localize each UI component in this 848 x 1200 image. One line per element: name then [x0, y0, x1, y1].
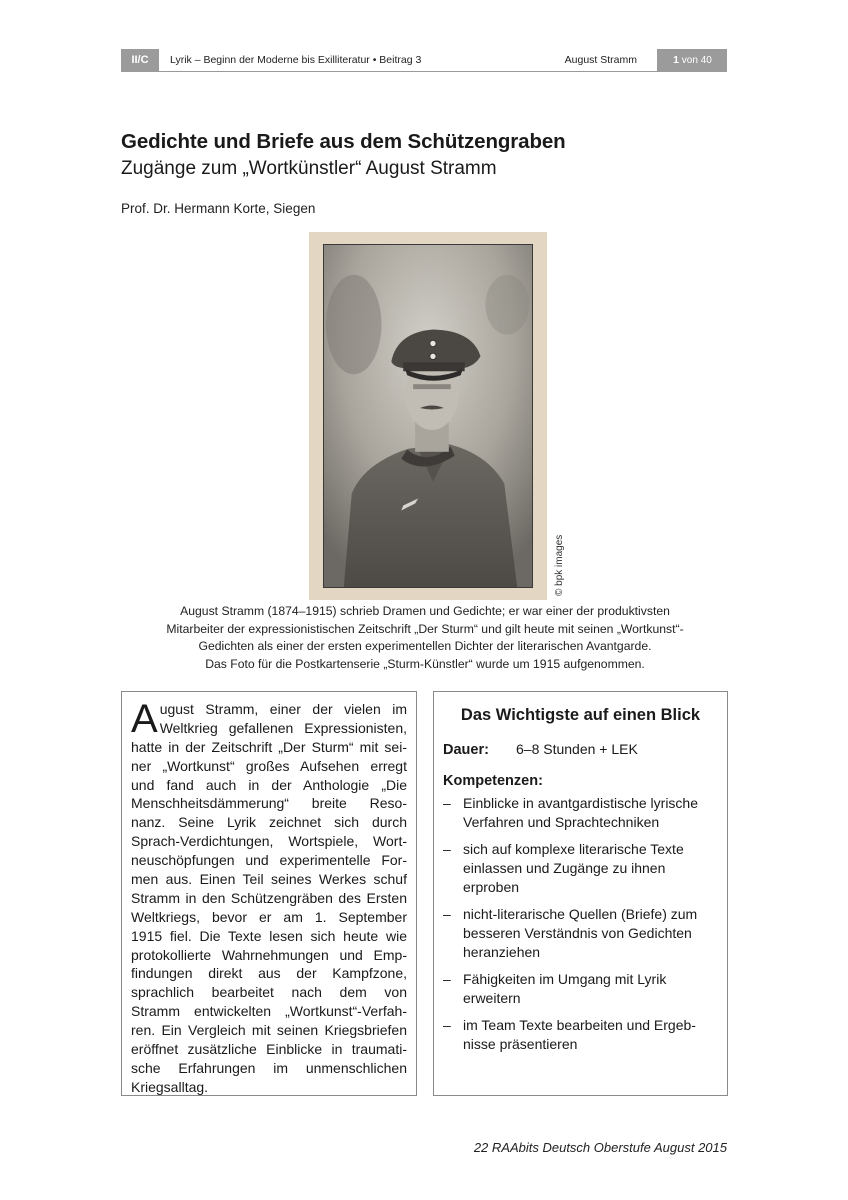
- duration-row: [443, 741, 718, 758]
- caption-line: Gedichten als einer der ersten experimentellen Dichter der literarischen Avantgarde.: [198, 639, 652, 653]
- header-author: August Stramm: [564, 54, 637, 66]
- intro-line: ner „Wortkunst“ großes Aufsehen erregt: [131, 757, 407, 774]
- competence-line: im Team Texte bearbeiten und Ergeb-: [463, 1016, 696, 1033]
- competence-item: [443, 794, 718, 832]
- competence-line: besseren Verständnis von Gedichten: [463, 924, 692, 941]
- intro-line: neuschöpfungen und experimentelle For-: [131, 852, 407, 869]
- page-subtitle: Zugänge zum „Wortkünstler“ August Stramm: [121, 158, 497, 179]
- intro-text-box: [121, 691, 417, 1096]
- competence-line: sich auf komplexe literarische Texte: [463, 841, 684, 858]
- competence-line: einlassen und Zugänge zu ihnen: [463, 859, 666, 876]
- intro-line: sprachlich bearbeitet nach dem von: [131, 984, 407, 1001]
- summary-box: [433, 691, 728, 1096]
- section-badge: II/C: [121, 49, 159, 72]
- page-header: [121, 49, 727, 72]
- intro-line: Menschheitsdämmerung“ breite Reso-: [131, 795, 407, 812]
- dash-bullet-icon: –: [443, 905, 451, 922]
- photo-caption: [122, 603, 728, 673]
- intro-line: ugust Stramm, einer der vielen im: [159, 701, 407, 717]
- competences-heading: Kompetenzen:: [443, 773, 543, 789]
- dash-bullet-icon: –: [443, 1016, 451, 1033]
- page-total: von 40: [681, 55, 712, 66]
- intro-line: sche Erfahrungen im unmenschlichen: [131, 1059, 407, 1076]
- page-title: Gedichte und Briefe aus dem Schützengraben: [121, 130, 566, 153]
- duration-label: Dauer:: [443, 742, 489, 758]
- intro-line: men aus. Einen Teil seines Werkes schuf: [131, 871, 407, 888]
- competence-item: [443, 840, 718, 896]
- intro-line: 1915 fiel. Die Texte lesen sich heute wie: [131, 927, 407, 944]
- dash-bullet-icon: –: [443, 970, 451, 987]
- page-indicator: [658, 49, 727, 72]
- competence-line: Einblicke in avantgardistische lyrische: [463, 795, 698, 811]
- intro-line: eröffnet zusätzliche Einblicke in traumati-: [131, 1041, 407, 1058]
- intro-line: und fand auch in der Anthologie „Die: [131, 776, 407, 793]
- drop-cap: A: [131, 697, 158, 741]
- intro-line: nanz. Seine Lyrik zeichnet sich durch: [131, 814, 407, 831]
- competences-list: [443, 794, 718, 1054]
- competence-line: erweitern: [463, 989, 521, 1006]
- intro-line: findungen direkt aus der Kampfzone,: [131, 965, 407, 982]
- competence-item: [443, 970, 718, 1008]
- intro-line: Weltkriegs, bevor er am 1. September: [131, 908, 407, 925]
- intro-line: Stramm entwickelten „Wortkunst“-Verfah-: [131, 1003, 407, 1020]
- competence-item: [443, 905, 718, 961]
- competence-item: [443, 1016, 718, 1054]
- caption-line: Das Foto für die Postkartenserie „Sturm-Künstler“ wurde um 1915 aufgenommen.: [205, 656, 645, 671]
- competence-line: Fähigkeiten im Umgang mit Lyrik: [463, 970, 667, 987]
- intro-line: ren. Ein Vergleich mit seinen Kriegsbriefen: [131, 1022, 407, 1039]
- portrait-illustration: [324, 245, 532, 587]
- portrait-photo-mount: [309, 232, 547, 600]
- competence-line: nicht-literarische Quellen (Briefe) zum: [463, 905, 698, 922]
- intro-line: hatte in der Zeitschrift „Der Sturm“ mit sei-: [131, 738, 407, 755]
- caption-line: Mitarbeiter der expressionistischen Zeitschrift „Der Sturm“ und gilt heute mit seinen „Wortkunst“-: [166, 621, 684, 636]
- page-footer: 22 RAAbits Deutsch Oberstufe August 2015: [473, 1140, 727, 1155]
- course-title: Lyrik – Beginn der Moderne bis Exilliteratur • Beitrag 3: [170, 54, 422, 66]
- dash-bullet-icon: –: [443, 841, 451, 858]
- competence-line: heranziehen: [463, 943, 541, 960]
- dash-bullet-icon: –: [443, 795, 451, 811]
- portrait-photo: [323, 244, 533, 588]
- photo-credit: © bpk images: [554, 534, 565, 596]
- intro-line: Stramm in den Schützengräben des Ersten: [131, 889, 407, 906]
- intro-paragraph: [131, 697, 407, 1097]
- intro-line: Kriegsalltag.: [131, 1078, 209, 1095]
- page-number: 1: [673, 54, 680, 66]
- caption-line: August Stramm (1874–1915) schrieb Dramen und Gedichte; er war einer der produktivsten: [180, 604, 670, 618]
- duration-value: 6–8 Stunden + LEK: [516, 741, 638, 757]
- competence-line: erproben: [463, 878, 520, 895]
- author-byline: Prof. Dr. Hermann Korte, Siegen: [121, 201, 316, 216]
- intro-line: protokollierte Wahrnehmungen und Emp-: [131, 946, 407, 963]
- intro-line: Sprach-Verdichtungen, Wortspiele, Wort-: [131, 833, 407, 850]
- competence-line: nisse präsentieren: [463, 1035, 578, 1052]
- intro-line: Weltkrieg gefallenen Expressionisten,: [159, 719, 407, 736]
- summary-heading: Das Wichtigste auf einen Blick: [460, 706, 701, 724]
- competence-line: Verfahren und Sprachtechniken: [463, 813, 660, 830]
